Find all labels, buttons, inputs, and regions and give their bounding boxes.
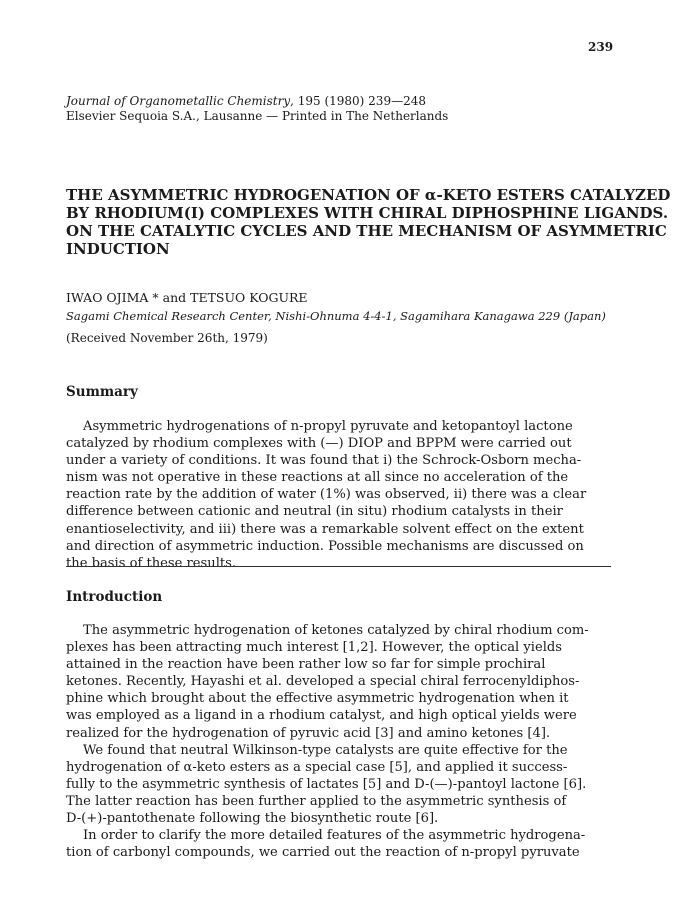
page-number: 239 [588,40,614,54]
intro-line: D-(+)-pantothenate following the biosynthetic route [6]. [66,811,439,827]
intro-line: phine which brought about the effective asymmetric hydrogenation when it [66,691,569,707]
title-line: BY RHODIUM(I) COMPLEXES WITH CHIRAL DIPHOSPHINE LIGANDS. [66,204,669,222]
intro-line: The asymmetric hydrogenation of ketones catalyzed by chiral rhodium com- [83,623,589,638]
journal-citation-line [66,94,448,109]
title-line: ON THE CATALYTIC CYCLES AND THE MECHANISM OF ASYMMETRIC [66,222,667,240]
intro-line: In order to clarify the more detailed features of the asymmetric hydrogena- [83,828,586,844]
summary-line: catalyzed by rhodium complexes with (—) DIOP and BPPM were carried out [66,436,572,452]
summary-line: the basis of these results. [66,555,237,571]
intro-line: realized for the hydrogenation of pyruvic acid [3] and amino ketones [4]. [66,725,551,741]
intro-line: fully to the asymmetric synthesis of lactates [5] and D-(—)-pantoyl lactone [6]. [66,776,587,792]
summary-line: reaction rate by the addition of water (1%) was observed, ii) there was a clear [66,487,587,503]
summary-paragraph [66,418,626,572]
intro-line: ketones. Recently, Hayashi et al. developed a special chiral ferrocenyldiphos- [66,674,580,690]
summary-line: difference between cationic and neutral (in situ) rhodium catalysts in their [66,504,563,520]
publisher-line: Elsevier Sequoia S.A., Lausanne — Printed in The Netherlands [66,109,449,123]
intro-line: We found that neutral Wilkinson-type catalysts are quite effective for the [83,742,568,758]
summary-line: under a variety of conditions. It was found that i) the Schrock-Osborn mecha- [66,453,582,469]
intro-line: hydrogenation of α-keto esters as a special case [5], and applied it success- [66,759,568,775]
intro-line: tion of carbonyl compounds, we carried out the reaction of n-propyl pyruvate [66,845,580,861]
summary-line: Asymmetric hydrogenations of n-propyl pyruvate and ketopantoyl lactone [83,419,573,434]
summary-line: nism was not operative in these reactions at all since no acceleration of the [66,470,569,486]
journal-name: Journal of Organometallic Chemistry [66,94,291,108]
summary-heading: Summary [66,384,138,400]
introduction-body [66,622,626,861]
journal-volume-pages: , 195 (1980) 239—248 [290,94,426,108]
summary-line: enantioselectivity, and iii) there was a remarkable solvent effect on the extent [66,521,584,537]
title-line: THE ASYMMETRIC HYDROGENATION OF α-KETO ESTERS CATALYZED [66,186,671,204]
intro-line: was employed as a ligand in a rhodium catalyst, and high optical yields were [66,708,577,724]
title-line: INDUCTION [66,240,170,258]
affiliation: Sagami Chemical Research Center, Nishi-Ohnuma 4-4-1, Sagamihara Kanagawa 229 (Japan) [66,309,606,323]
article-title [66,186,671,258]
section-divider [66,566,611,567]
received-date: (Received November 26th, 1979) [66,331,268,345]
intro-line: plexes has been attracting much interest [1,2]. However, the optical yields [66,640,562,656]
authors: IWAO OJIMA * and TETSUO KOGURE [66,290,308,305]
intro-line: attained in the reaction have been rather low so far for simple prochiral [66,657,546,673]
summary-line: and direction of asymmetric induction. Possible mechanisms are discussed on [66,538,584,554]
journal-reference [66,94,448,124]
introduction-heading: Introduction [66,589,163,605]
intro-line: The latter reaction has been further applied to the asymmetric synthesis of [66,793,567,809]
